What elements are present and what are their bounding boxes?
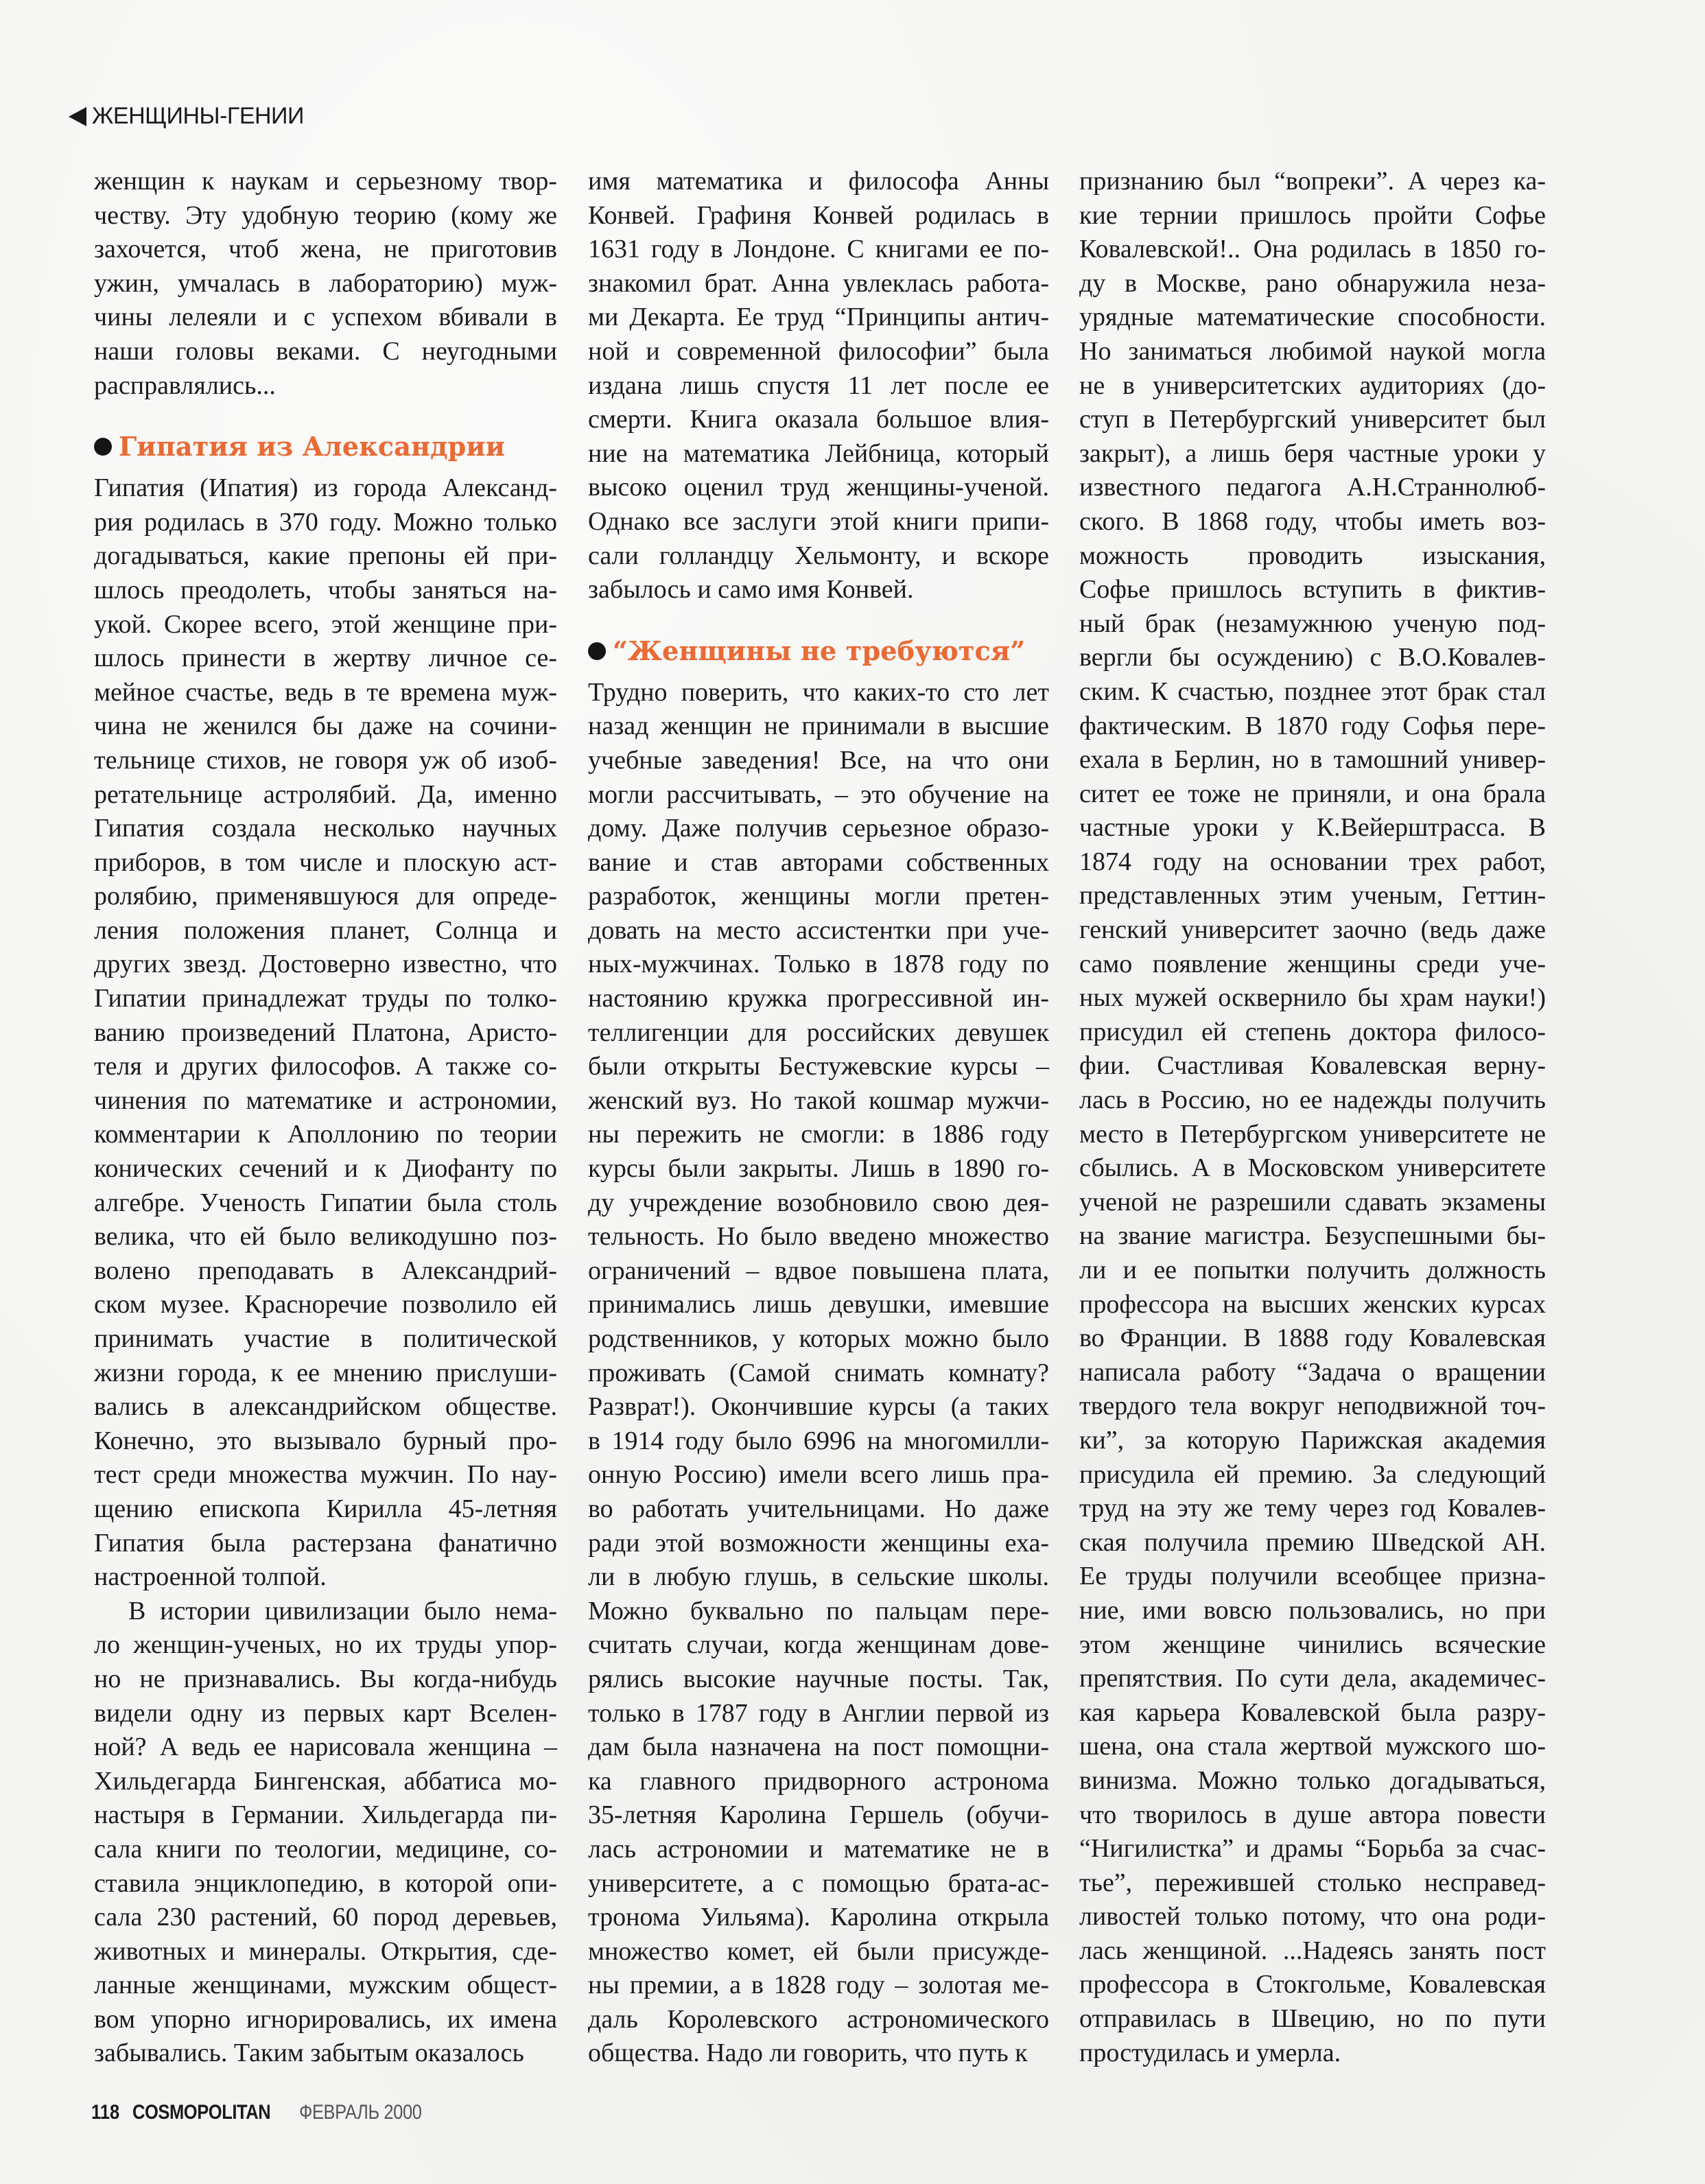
text-line: волено преподавать в Александрий-: [94, 1256, 557, 1285]
text-line: только в 1787 году в Англии первой из: [588, 1698, 1049, 1728]
page-number: 118: [91, 2101, 120, 2124]
text-line: ливостей только потому, что она роди-: [1079, 1902, 1546, 1931]
text-line: приборов, в том числе и плоскую аст-: [94, 847, 557, 877]
text-line: вались в александрийском обществе.: [94, 1392, 557, 1422]
text-line: забылось и само имя Конвей.: [588, 575, 914, 604]
text-line: рия родилась в 370 году. Можно только: [94, 507, 557, 537]
text-line: Конечно, это вызывало бурный про-: [94, 1426, 557, 1455]
text-line: онную Россию) имели всего лишь пра-: [588, 1460, 1049, 1490]
text-line: дам была назначена на пост помощни-: [588, 1733, 1049, 1762]
text-line: Но заниматься любимой наукой могла: [1079, 336, 1546, 366]
bullet-icon: [588, 642, 606, 660]
text-line: можность проводить изыскания,: [1079, 541, 1546, 570]
text-line: издана лишь спустя 11 лет после ее: [588, 371, 1049, 400]
text-line: родственников, у которых можно было: [588, 1324, 1049, 1353]
text-line: но не признавались. Вы когда-нибудь: [94, 1664, 557, 1693]
text-line: рялись высокие научные посты. Так,: [588, 1664, 1049, 1693]
text-line: Разврат!). Окончившие курсы (а таких: [588, 1392, 1049, 1422]
text-line: тье”, пережившей столько несправед-: [1079, 1868, 1546, 1897]
text-line: ду в Москве, рано обнаружила неза-: [1079, 268, 1546, 298]
text-line: ми Декарта. Ее труд “Принципы антич-: [588, 303, 1049, 332]
text-line: наши головы веками. С неугодными: [94, 336, 557, 366]
text-line: сала книги по теологии, медицине, со-: [94, 1834, 557, 1864]
text-line: общества. Надо ли говорить, что путь к: [588, 2039, 1028, 2068]
text-line: настоянию кружка прогрессивной ин-: [588, 984, 1049, 1013]
column-2: [588, 165, 1049, 2071]
text-line: присудила ей премию. За следующий: [1079, 1459, 1546, 1489]
text-line: тест среди множества мужчин. По нау-: [94, 1460, 557, 1490]
text-line: ужин, умчалась в лабораторию) муж-: [94, 268, 557, 298]
text-line: ская получила премию Шведской АН.: [1079, 1527, 1546, 1557]
column-1: [94, 165, 557, 2071]
text-line: твердого тела вокруг неподвижной точ-: [1079, 1392, 1546, 1421]
page-footer: [91, 2101, 443, 2124]
col1-para2: [94, 1595, 557, 2071]
text-line: шена, она стала жертвой мужского шо-: [1079, 1732, 1546, 1761]
text-line: проживать (Самой снимать комнату?: [588, 1358, 1049, 1387]
text-line: женский вуз. Но такой кошмар мужчи-: [588, 1085, 1049, 1115]
text-line: ехала в Берлин, но в тамошний универ-: [1079, 745, 1546, 775]
text-line: в 1914 году было 6996 на многомилли-: [588, 1426, 1049, 1455]
text-line: считать случаи, когда женщинам дове-: [588, 1630, 1049, 1660]
text-line: Трудно поверить, что каких-то сто лет: [588, 677, 1049, 707]
text-line: вом упорно игнорировались, их имена: [94, 2004, 557, 2034]
text-line: ных мужей осквернило бы храм науки!): [1079, 983, 1546, 1013]
text-line: Гипатия (Ипатия) из города Александ-: [94, 473, 557, 503]
col1-body: [94, 471, 557, 1595]
text-line: ли и ее попытки получить должность: [1079, 1256, 1546, 1284]
text-line: представленных этим ученым, Геттин-: [1079, 881, 1546, 911]
text-line: фии. Счастливая Ковалевская верну-: [1079, 1051, 1546, 1081]
text-line: закрыт), а лишь беря частные уроки у: [1079, 438, 1546, 468]
text-line: довать на место ассистентки при уче-: [588, 915, 1049, 945]
col2-body: [588, 676, 1049, 2071]
text-line: забывались. Таким забытым оказалось: [94, 2039, 524, 2068]
text-line: честву. Эту удобную теорию (кому же: [94, 200, 557, 230]
text-line: ние на математика Лейбница, который: [588, 438, 1049, 468]
text-line: ролябию, применявшуюся для опреде-: [94, 882, 557, 911]
text-line: принимать участие в политической: [94, 1324, 557, 1353]
text-line: лась в Россию, но ее надежды получить: [1079, 1085, 1546, 1115]
text-line: Конвей. Графиня Конвей родилась в: [588, 200, 1049, 230]
text-line: тельность. Но было введено множество: [588, 1222, 1049, 1252]
text-line: место в Петербургском университете не: [1079, 1119, 1546, 1149]
text-line: захочется, чтоб жена, не приготовив: [94, 235, 557, 264]
text-line: Гипатии принадлежат труды по толко-: [94, 984, 557, 1013]
text-line: чинения по математике и астрономии,: [94, 1085, 557, 1115]
text-line: Ковалевской!.. Она родилась в 1850 го-: [1079, 235, 1546, 264]
text-line: ка главного придворного астронома: [588, 1766, 1049, 1796]
text-line: имя математика и философа Анны: [588, 167, 1049, 196]
text-line: чина не женился бы даже на сочини-: [94, 712, 557, 741]
text-line: теллигенции для российских девушек: [588, 1018, 1049, 1047]
text-line: велика, что ей было великодушно поз-: [94, 1222, 557, 1252]
text-line: мейное счастье, ведь в те времена муж-: [94, 677, 557, 707]
text-line: университете, а с помощью брата-ас-: [588, 1868, 1049, 1898]
text-line: ради этой возможности женщины еха-: [588, 1528, 1049, 1558]
text-line: ставила энциклопедию, в которой опи-: [94, 1868, 557, 1898]
text-line: Хильдегарда Бингенская, аббатиса мо-: [94, 1766, 557, 1796]
heading-text: “Женщины не требуются”: [613, 635, 1026, 666]
text-line: сала 230 растений, 60 пород деревьев,: [94, 1903, 557, 1932]
text-line: могли рассчитывать, – это обучение на: [588, 779, 1049, 809]
text-line: отправилась в Швецию, но по пути: [1079, 2004, 1546, 2034]
text-line: ления положения планет, Солнца и: [94, 915, 557, 945]
text-line: винизма. Можно только догадываться,: [1079, 1765, 1546, 1795]
text-line: во работать учительницами. Но даже: [588, 1494, 1049, 1523]
text-line: ского. В 1868 году, чтобы иметь воз-: [1079, 506, 1546, 536]
text-line: ки”, за которую Парижская академия: [1079, 1425, 1546, 1455]
text-line: комментарии к Аполлонию по теории: [94, 1120, 557, 1149]
text-line: разработок, женщины могли претен-: [588, 882, 1049, 911]
text-line: даль Королевского астрономического: [588, 2004, 1049, 2034]
text-line: простудилась и умерла.: [1079, 2038, 1341, 2067]
section-header: [69, 103, 304, 130]
text-line: множество комет, ей были присужде-: [588, 1936, 1049, 1966]
text-line: догадываться, какие препоны ей при-: [94, 541, 557, 571]
text-line: щению епископа Кирилла 45-летняя: [94, 1494, 557, 1523]
text-line: профессора на высших женских курсах: [1079, 1289, 1546, 1319]
text-line: знакомил брат. Анна увлеклась работа-: [588, 268, 1049, 298]
issue-date: ФЕВРАЛЬ 2000: [299, 2101, 422, 2124]
text-line: были открыты Бестужевские курсы –: [588, 1052, 1049, 1081]
text-line: признанию был “вопреки”. А через ка-: [1079, 167, 1546, 196]
text-line: конических сечений и к Диофанту по: [94, 1154, 557, 1184]
text-line: других звезд. Достоверно известно, что: [94, 950, 557, 979]
text-line: ли в любую глушь, в сельские школы.: [588, 1562, 1049, 1592]
text-line: ду учреждение возобновило свою дея-: [588, 1188, 1049, 1217]
text-line: ны пережить не смогли: в 1886 году: [588, 1120, 1049, 1149]
text-line: ретательнице астролябий. Да, именно: [94, 779, 557, 809]
text-line: видели одну из первых карт Вселен-: [94, 1698, 557, 1728]
text-line: Гипатия была растерзана фанатично: [94, 1528, 557, 1558]
text-line: Гипатия создала несколько научных: [94, 814, 557, 843]
text-line: ситет ее тоже не приняли, и она брала: [1079, 779, 1546, 808]
text-line: ны премии, а в 1828 году – золотая ме-: [588, 1971, 1049, 2000]
column-3: [1079, 165, 1546, 2070]
text-line: сали голландцу Хельмонту, и вскоре: [588, 541, 1049, 570]
text-line: В истории цивилизации было нема-: [128, 1596, 557, 1625]
text-line: тельнице стихов, не говоря уж об изоб-: [94, 745, 557, 775]
heading-women-not-required: [588, 626, 1049, 676]
text-line: лась астрономии и математике не в: [588, 1834, 1049, 1864]
text-line: вергли бы осуждению) с В.О.Ковалев-: [1079, 643, 1546, 672]
text-line: жизни города, к ее мнению прислуши-: [94, 1358, 557, 1387]
section-label: ЖЕНЩИНЫ-ГЕНИИ: [92, 103, 304, 129]
text-line: профессора в Стокгольме, Ковалевская: [1079, 1970, 1546, 1999]
text-line: что творилось в душе автора повести: [1079, 1800, 1546, 1829]
text-line: Софье пришлось вступить в фиктив-: [1079, 575, 1546, 604]
text-line: этом женщине чинились всяческие: [1079, 1630, 1546, 1659]
text-line: Однако все заслуги этой книги припи-: [588, 506, 1049, 536]
magazine-name: COSMOPOLITAN: [132, 2101, 271, 2124]
text-line: ной и современной философии” была: [588, 336, 1049, 366]
text-line: генский университет заочно (ведь даже: [1079, 915, 1546, 945]
text-line: 1631 году в Лондоне. С книгами ее по-: [588, 235, 1049, 264]
text-line: кие тернии пришлось пройти Софье: [1079, 200, 1546, 230]
col1-intro: [94, 165, 557, 403]
text-line: лась женщиной. ...Надеясь занять пост: [1079, 1936, 1546, 1965]
text-line: 35-летняя Каролина Гершель (обучи-: [588, 1800, 1049, 1830]
text-line: ограничений – вдвое повышена плата,: [588, 1256, 1049, 1285]
text-line: само появление женщины среди уче-: [1079, 949, 1546, 978]
text-line: известного педагога А.Н.Страннолюб-: [1079, 473, 1546, 502]
text-line: присудил ей степень доктора филосо-: [1079, 1017, 1546, 1046]
text-line: дому. Даже получив серьезное образо-: [588, 814, 1049, 843]
text-line: урядные математические способности.: [1079, 303, 1546, 332]
heading-text: Гипатия из Александрии: [119, 431, 506, 462]
text-line: настроенной толпой.: [94, 1562, 327, 1592]
text-line: во Франции. В 1888 году Ковалевская: [1079, 1324, 1546, 1353]
bullet-icon: [94, 438, 112, 456]
text-line: ским. К счастью, позднее этот брак стал: [1079, 677, 1546, 706]
heading-hypatia: [94, 422, 557, 471]
text-line: шлось принести в жертву личное се-: [94, 644, 557, 673]
text-line: смерти. Книга оказала большое влия-: [588, 405, 1049, 434]
text-line: ной? А ведь ее нарисовала женщина –: [94, 1733, 557, 1762]
text-line: написала работу “Задача о вращении: [1079, 1357, 1546, 1387]
text-line: алгебре. Ученость Гипатии была столь: [94, 1188, 557, 1217]
text-line: Можно буквально по пальцам пере-: [588, 1596, 1049, 1625]
text-line: кая карьера Ковалевской была разру-: [1079, 1698, 1546, 1727]
col3-body: [1079, 165, 1546, 2070]
text-line: “Нигилистка” и драмы “Борьба за счас-: [1079, 1834, 1546, 1864]
text-line: ланные женщинами, мужским общест-: [94, 1971, 557, 2000]
text-line: ние, ими вовсю пользовались, но при: [1079, 1595, 1546, 1625]
text-line: шлось преодолеть, чтобы заняться на-: [94, 575, 557, 604]
triangle-left-icon: [69, 107, 86, 126]
text-line: препятствия. По сути дела, академичес-: [1079, 1664, 1546, 1693]
text-line: укой. Скорее всего, этой женщине при-: [94, 609, 557, 639]
text-line: ло женщин-ученых, но их труды упор-: [94, 1630, 557, 1660]
col2-intro: [588, 165, 1049, 607]
text-line: сбылись. А в Московском университете: [1079, 1153, 1546, 1183]
text-line: Ее труды получили всеобщее призна-: [1079, 1562, 1546, 1591]
text-line: ванию произведений Платона, Аристо-: [94, 1018, 557, 1047]
text-line: животных и минералы. Открытия, сде-: [94, 1936, 557, 1966]
text-line: ступ в Петербургский университет был: [1079, 405, 1546, 434]
text-line: назад женщин не принимали в высшие: [588, 712, 1049, 741]
text-line: принимались лишь девушки, имевшие: [588, 1290, 1049, 1319]
text-line: ный брак (незамужнюю ученую под-: [1079, 609, 1546, 638]
text-line: 1874 году на основании трех работ,: [1079, 847, 1546, 876]
text-line: частные уроки у К.Вейерштрасса. В: [1079, 813, 1546, 843]
text-line: ных-мужчинах. Только в 1878 году по: [588, 950, 1049, 979]
text-line: высоко оценил труд женщины-ученой.: [588, 473, 1049, 502]
text-line: настыря в Германии. Хильдегарда пи-: [94, 1800, 557, 1830]
text-line: ученой не разрешили сдавать экзамены: [1079, 1187, 1546, 1217]
text-line: тронома Уильяма). Каролина открыла: [588, 1903, 1049, 1932]
text-line: учебные заведения! Все, на что они: [588, 745, 1049, 775]
text-line: теля и других философов. А также со-: [94, 1052, 557, 1081]
text-line: чины лелеяли и с успехом вбивали в: [94, 303, 557, 332]
text-line: труд на эту же тему через год Ковалев-: [1079, 1494, 1546, 1523]
text-line: расправлялись...: [94, 371, 276, 400]
text-line: ском музее. Красноречие позволило ей: [94, 1290, 557, 1319]
text-line: не в университетских аудиториях (до-: [1079, 371, 1546, 400]
text-line: вание и став авторами собственных: [588, 847, 1049, 877]
text-line: на звание магистра. Безуспешными бы-: [1079, 1221, 1546, 1251]
text-line: курсы были закрыты. Лишь в 1890 го-: [588, 1154, 1049, 1184]
text-line: фактическим. В 1870 году Софья пере-: [1079, 711, 1546, 740]
text-line: женщин к наукам и серьезному твор-: [94, 167, 557, 196]
